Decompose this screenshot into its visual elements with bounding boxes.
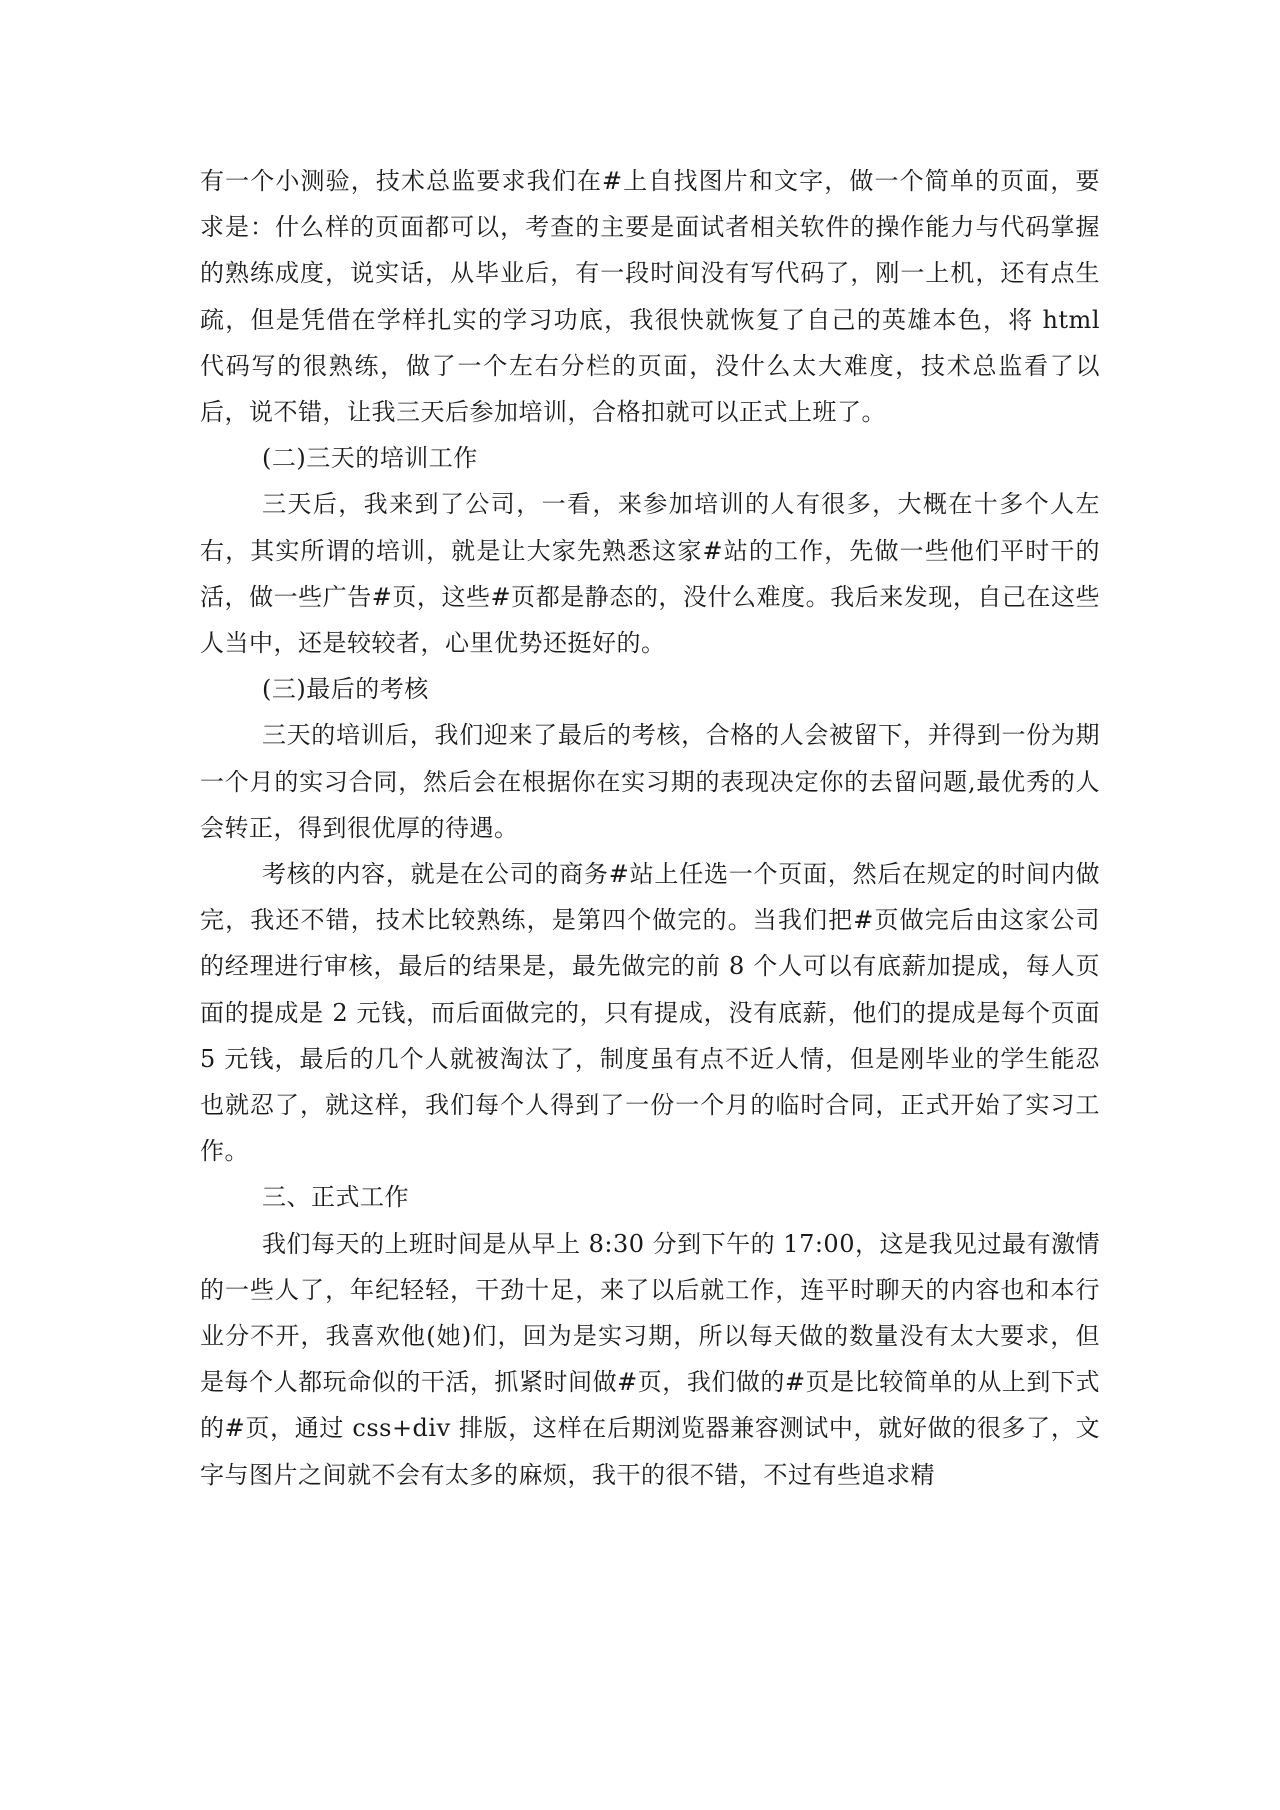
section-heading-formal-work: 三、正式工作: [262, 1183, 409, 1212]
section-heading-training: (二)三天的培训工作: [262, 444, 478, 473]
paragraph-assessment-content: 考核的内容，就是在公司的商务#站上任选一个页面，然后在规定的时间内做完，我还不错，技术比较熟练，是第四个做完的。当我们把#页做完后由这家公司的经理进行审核，最后的结果是，最先做完的前 8 个人可以有底薪加提成，每人页面的提成是 2 元钱，而后面做完的，只有提成，没有底薪，他们的提成是每个页面 5 元钱，最后的几个人就被淘汰了，制度虽有点不近人情，但是刚毕业的学生能忍也就忍了，就这样，我们每个人得到了一份一个月的临时合同，正式开始了实习工作。: [200, 860, 1100, 1166]
paragraph-formal-work: 我们每天的上班时间是从早上 8:30 分到下午的 17:00，这是我见过最有激情的一些人了，年纪轻轻，干劲十足，来了以后就工作，连平时聊天的内容也和本行业分不开，我喜欢他(她)们，回为是实习期，所以每天做的数量没有太大要求，但是每个人都玩命似的干活，抓紧时间做#页，我们做的#页是比较简单的从上到下式的#页，通过 css+div 排版，这样在后期浏览器兼容测试中，就好做的很多了，文字与图片之间就不会有太多的麻烦，我干的很不错，不过有些追求精: [200, 1229, 1100, 1489]
document-body: [200, 158, 1100, 1498]
paragraph-assessment-result: 三天的培训后，我们迎来了最后的考核，合格的人会被留下，并得到一份为期一个月的实习合同，然后会在根据你在实习期的表现决定你的去留问题,最优秀的人会转正，得到很优厚的待遇。: [200, 721, 1100, 842]
section-heading-assessment: (三)最后的考核: [262, 675, 429, 704]
paragraph-intro-continuation: 有一个小测验，技术总监要求我们在#上自找图片和文字，做一个简单的页面，要求是：什么样的页面都可以，考查的主要是面试者相关软件的操作能力与代码掌握的熟练成度，说实话，从毕业后，有一段时间没有写代码了，刚一上机，还有点生疏，但是凭借在学样扎实的学习功底，我很快就恢复了自己的英雄本色，将 html 代码写的很熟练，做了一个左右分栏的页面，没什么太大难度，技术总监看了以后，说不错，让我三天后参加培训，合格扣就可以正式上班了。: [200, 167, 1100, 427]
paragraph-training: 三天后，我来到了公司，一看，来参加培训的人有很多，大概在十多个人左右，其实所谓的培训，就是让大家先熟悉这家#站的工作，先做一些他们平时干的活，做一些广告#页，这些#页都是静态的，没什么难度。我后来发现，自己在这些人当中，还是较较者，心里优势还挺好的。: [200, 490, 1100, 658]
